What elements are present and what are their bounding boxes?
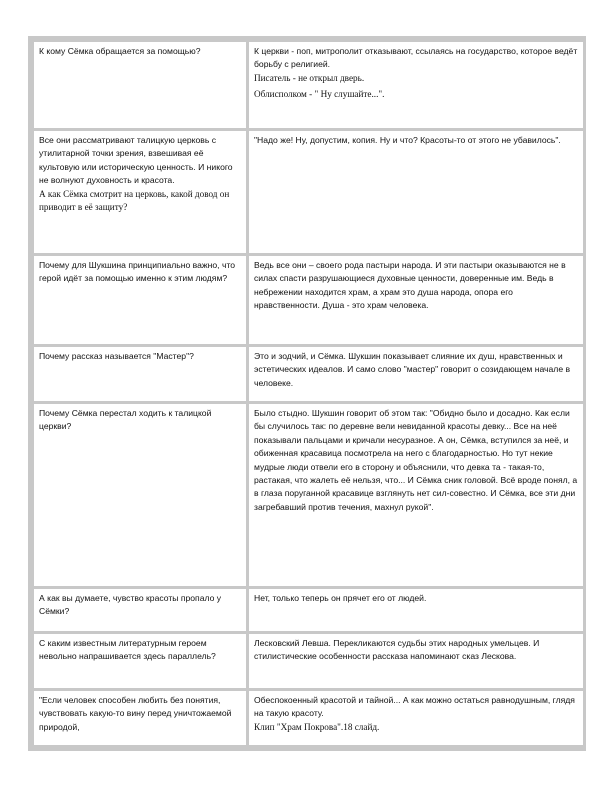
answer-text: Было стыдно. Шукшин говорит об этом так: "Обидно было и досадно. Как если бы случилось так: по деревне вели невиданной красоты девку... Все на неё показывали пальцами и кричали несуразное. А он, Сёмка, вступился за неё, и обиженная красавица посмотрела на него с благодарностью. Но тут некие мудрые люди отвели его в сторону и объяснили, что девка та - такая-то, растакая, что жалеть её нельзя, что... И Сёмка сник головой. Всё вроде понял, а в глаза поруганной красавице взглянуть нет сил-совестно. И Сёмка, все эти дни загребавший против течения, махнул рукой". [254, 408, 578, 512]
table-row [34, 634, 583, 688]
qa-table-frame [28, 36, 586, 751]
qa-table [31, 39, 586, 748]
question-text: "Если человек способен любить без понятия, чувствовать какую-то вину перед уничтожаемой природой, [39, 695, 232, 732]
question-text: А как вы думаете, чувство красоты пропало у Сёмки? [39, 593, 222, 617]
answer-extra: Клип "Храм Покрова".18 слайд. [254, 721, 380, 732]
answer-text: Это и зодчий, и Сёмка. Шукшин показывает слияние их душ, нравственных и эстетических идеалов. И само слово "мастер" говорит о созидающем начале в человеке. [254, 351, 571, 388]
question-cell [34, 347, 246, 401]
table-row [34, 347, 583, 401]
question-cell [34, 691, 246, 745]
question-cell [34, 589, 246, 631]
table-row [34, 131, 583, 253]
answer-extra: Облисполком - " Ну слушайте...". [254, 89, 385, 100]
question-text: Почему для Шукшина принципиально важно, что герой идёт за помощью именно к этим людям? [39, 260, 236, 284]
table-row [34, 42, 583, 128]
answer-cell [249, 42, 583, 128]
answer-cell [249, 691, 583, 745]
answer-cell [249, 634, 583, 688]
question-text: Все они рассматривают талицкую церковь с утилитарной точки зрения, взвешивая её культовую или историческую ценность. И никого не волнуют духовность и красота. [39, 135, 233, 186]
answer-cell [249, 347, 583, 401]
question-text: Почему рассказ называется "Мастер"? [39, 351, 194, 361]
question-cell [34, 404, 246, 586]
answer-cell [249, 256, 583, 344]
answer-cell [249, 404, 583, 586]
table-row [34, 691, 583, 745]
answer-cell [249, 131, 583, 253]
answer-text: Обеспокоенный красотой и тайной... А как можно остаться равнодушным, глядя на такую красоту. [254, 695, 575, 719]
answer-text: Ведь все они – своего рода пастыри народа. И эти пастыри оказываются не в силах спасти разрушающиеся духовные ценности, доверенные им. Ведь в небрежении находится храм, а храм это душа народа, опора его нравственности. Душа - это храм человека. [254, 260, 566, 311]
question-cell [34, 131, 246, 253]
table-row [34, 404, 583, 586]
answer-text: Лесковский Левша. Перекликаются судьбы этих народных умельцев. И стилистические особенности рассказа напоминают сказ Лескова. [254, 638, 540, 662]
question-extra: А как Сёмка смотрит на церковь, какой довод он приводит в её защиту? [39, 188, 230, 213]
question-cell [34, 256, 246, 344]
question-cell [34, 42, 246, 128]
question-cell [34, 634, 246, 688]
answer-cell [249, 589, 583, 631]
answer-text: К церкви - поп, митрополит отказывают, ссылаясь на государство, которое ведёт борьбу с религией. [254, 46, 578, 70]
question-text: Почему Сёмка перестал ходить к талицкой церкви? [39, 408, 212, 432]
table-row [34, 256, 583, 344]
question-text: К кому Сёмка обращается за помощью? [39, 46, 201, 56]
answer-text: "Надо же! Ну, допустим, копия. Ну и что? Красоты-то от этого не убавилось". [254, 135, 561, 145]
table-row [34, 589, 583, 631]
question-text: С каким известным литературным героем невольно напрашивается здесь параллель? [39, 638, 216, 662]
answer-text: Нет, только теперь он прячет его от людей. [254, 593, 427, 603]
answer-extra: Писатель - не открыл дверь. [254, 72, 365, 83]
